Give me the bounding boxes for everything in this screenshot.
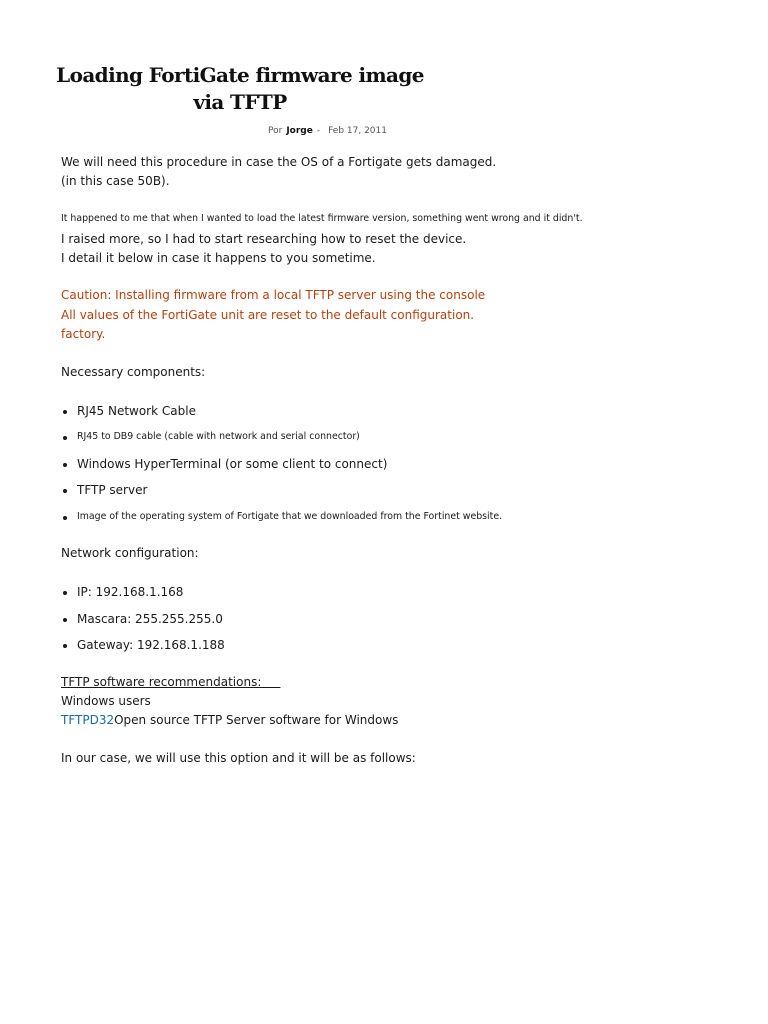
author-link[interactable]: Jorge <box>286 126 313 136</box>
reset-paragraph <box>61 230 466 268</box>
intro-note: It happened to me that when I wanted to load the latest firmware version, something went wrong and it didn't. <box>61 213 583 224</box>
byline <box>268 126 387 136</box>
list-item: IP: 192.168.1.168 <box>61 584 183 600</box>
list-item: Mascara: 255.255.255.0 <box>61 611 223 627</box>
byline-prefix: Por <box>268 126 283 136</box>
reset-line-1: I raised more, so I had to start researching how to reset the device. <box>61 232 467 246</box>
tftpd32-row <box>61 711 398 730</box>
tftpd32-link[interactable]: TFTPD32 <box>61 713 115 727</box>
intro-line-2: (in this case 50B). <box>61 174 170 188</box>
caution-notice <box>61 286 485 345</box>
page-title-line-1: Loading FortiGate firmware image <box>56 63 424 87</box>
reset-line-2: I detail it below in case it happens to you sometime. <box>61 251 376 265</box>
caution-line-1: Caution: Installing firmware from a local TFTP server using the console <box>61 288 486 302</box>
caution-line-2: All values of the FortiGate unit are reset to the default configuration. <box>61 307 475 322</box>
list-item: RJ45 to DB9 cable (cable with network and serial connector) <box>61 429 360 445</box>
software-section <box>61 673 398 730</box>
closing-paragraph: In our case, we will use this option and it will be as follows: <box>61 751 416 765</box>
page-title <box>40 62 440 116</box>
byline-separator: - <box>316 126 321 136</box>
page-title-line-2: via TFTP <box>193 90 287 114</box>
post-date: Feb 17, 2011 <box>328 126 387 136</box>
list-item: Windows HyperTerminal (or some client to connect) <box>61 456 387 472</box>
software-heading: TFTP software recommendations: <box>61 675 262 689</box>
windows-users-label: Windows users <box>61 694 151 708</box>
intro-line-1: We will need this procedure in case the OS of a Fortigate gets damaged. <box>61 155 497 169</box>
list-item: RJ45 Network Cable <box>61 403 196 419</box>
components-heading: Necessary components: <box>61 365 206 379</box>
tftpd32-description: Open source TFTP Server software for Windows <box>114 713 399 727</box>
list-item: Image of the operating system of Fortigate that we downloaded from the Fortinet website. <box>61 509 502 525</box>
caution-line-3: factory. <box>61 327 106 341</box>
intro-paragraph <box>61 153 496 191</box>
list-item: TFTP server <box>61 482 147 498</box>
list-item: Gateway: 192.168.1.188 <box>61 637 225 653</box>
network-heading: Network configuration: <box>61 546 199 560</box>
